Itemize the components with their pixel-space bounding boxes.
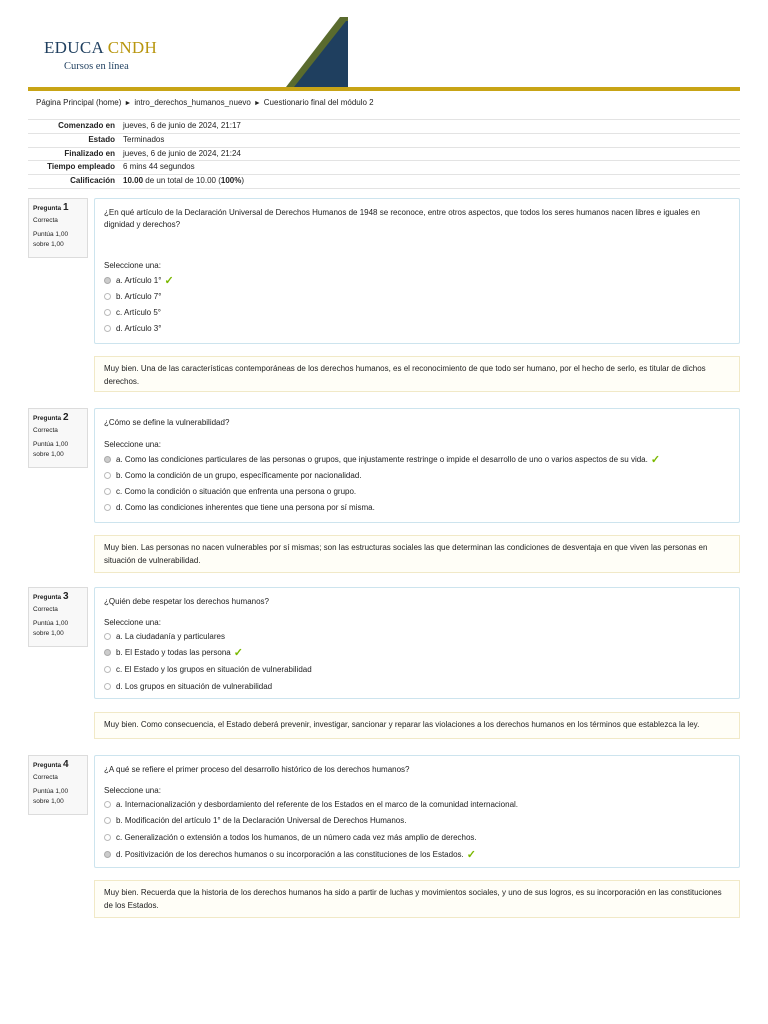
radio-icon[interactable] bbox=[104, 309, 111, 316]
radio-icon[interactable] bbox=[104, 472, 111, 479]
select-prompt: Seleccione una: bbox=[104, 618, 161, 627]
question-number bbox=[33, 591, 83, 602]
summary-label: Estado bbox=[88, 134, 115, 144]
question-label: Pregunta bbox=[33, 415, 62, 422]
question-status: Correcta bbox=[33, 606, 58, 613]
feedback-text: Muy bien. Las personas no nacen vulnerables por sí mismas; son las estructuras sociales las que determinan las condiciones de desventaja en que viven las personas en situación de vulnerabilidad. bbox=[104, 543, 708, 565]
question-status: Correcta bbox=[33, 774, 58, 781]
breadcrumb-quiz[interactable]: Cuestionario final del módulo 2 bbox=[263, 98, 374, 107]
option-label: a. Internacionalización y desbordamiento del referente de los Estados en el marco de la comunidad internacional. bbox=[116, 799, 519, 809]
answer-option[interactable] bbox=[104, 501, 375, 513]
summary-label: Finalizado en bbox=[64, 148, 115, 158]
answer-option[interactable] bbox=[104, 798, 518, 810]
grade-score: 10.00 bbox=[123, 176, 144, 186]
question-text: ¿En qué artículo de la Declaración Universal de Derechos Humanos de 1948 se reconoce, entre otros aspectos, que todos los seres humanos nacen libres e iguales en dignidad y derechos? bbox=[104, 208, 700, 229]
question-text: ¿A qué se refiere el primer proceso del desarrollo histórico de los derechos humanos? bbox=[104, 765, 410, 774]
brand-tagline: Cursos en línea bbox=[64, 61, 129, 72]
grade-percent: 100% bbox=[220, 176, 242, 186]
summary-value: jueves, 6 de junio de 2024, 21:17 bbox=[123, 121, 241, 130]
brand-cndh: CNDH bbox=[107, 38, 158, 57]
question-label: Pregunta bbox=[33, 762, 62, 769]
grade-close: ) bbox=[241, 176, 245, 186]
checkmark-icon: ✓ bbox=[233, 646, 243, 659]
answer-option[interactable] bbox=[104, 831, 477, 843]
breadcrumb-separator-icon: ► bbox=[124, 100, 132, 107]
option-label: b. Como la condición de un grupo, específicamente por nacionalidad. bbox=[116, 470, 362, 480]
radio-selected-icon[interactable] bbox=[104, 456, 111, 463]
question-status: Correcta bbox=[33, 217, 58, 224]
radio-selected-icon[interactable] bbox=[104, 277, 111, 284]
question-info bbox=[28, 198, 88, 258]
question-text: ¿Cómo se define la vulnerabilidad? bbox=[104, 418, 230, 427]
answer-option[interactable] bbox=[104, 290, 161, 302]
breadcrumb-home[interactable]: Página Principal (home) bbox=[36, 98, 122, 107]
option-label: b. Artículo 7° bbox=[116, 291, 162, 301]
answer-option[interactable] bbox=[104, 274, 174, 286]
breadcrumb-separator-icon: ► bbox=[253, 100, 261, 107]
option-label: c. Artículo 5° bbox=[116, 307, 161, 317]
summary-row-grade bbox=[28, 174, 740, 189]
answer-option[interactable] bbox=[104, 469, 362, 481]
summary-value: Terminados bbox=[123, 134, 165, 144]
answer-option[interactable] bbox=[104, 848, 476, 860]
summary-row-time bbox=[28, 160, 740, 174]
grade-total: de un total de 10.00 ( bbox=[143, 176, 221, 186]
answer-option[interactable] bbox=[104, 680, 272, 692]
header-decoration bbox=[280, 15, 350, 89]
question-feedback bbox=[94, 535, 740, 573]
attempt-summary bbox=[28, 119, 740, 189]
question-number-value: 2 bbox=[62, 412, 69, 423]
answer-option[interactable] bbox=[104, 646, 243, 658]
radio-icon[interactable] bbox=[104, 293, 111, 300]
radio-icon[interactable] bbox=[104, 488, 111, 495]
answer-option[interactable] bbox=[104, 663, 312, 675]
checkmark-icon: ✓ bbox=[650, 453, 661, 466]
question-status: Correcta bbox=[33, 427, 58, 434]
radio-selected-icon[interactable] bbox=[104, 851, 111, 858]
checkmark-icon: ✓ bbox=[466, 848, 476, 861]
feedback-text: Muy bien. Como consecuencia, el Estado deberá prevenir, investigar, sancionar y reparar las violaciones a los derechos humanos en los términos que establezca la ley. bbox=[104, 720, 700, 729]
answer-option[interactable] bbox=[104, 453, 660, 465]
answer-option[interactable] bbox=[104, 322, 161, 334]
question-number-value: 3 bbox=[62, 591, 69, 602]
feedback-text: Muy bien. Una de las características contemporáneas de los derechos humanos, es el reconocimiento de que todo ser humano, por el hecho de serlo, es titular de dichos derechos. bbox=[104, 364, 706, 386]
radio-icon[interactable] bbox=[104, 834, 111, 841]
question-feedback bbox=[94, 880, 740, 918]
checkmark-icon: ✓ bbox=[164, 274, 174, 287]
answer-option[interactable] bbox=[104, 306, 161, 318]
summary-row-state bbox=[28, 133, 740, 147]
question-feedback bbox=[94, 356, 740, 392]
option-label: d. Artículo 3° bbox=[116, 323, 162, 333]
option-label: b. Modificación del artículo 1° de la Declaración Universal de Derechos Humanos. bbox=[116, 815, 407, 825]
question-points: Puntúa 1,00 sobre 1,00 bbox=[33, 620, 69, 637]
select-prompt: Seleccione una: bbox=[104, 261, 161, 270]
option-label: a. Artículo 1° bbox=[116, 275, 162, 285]
question-text: ¿Quién debe respetar los derechos humanos? bbox=[104, 597, 269, 606]
question-content bbox=[94, 755, 740, 868]
summary-value: jueves, 6 de junio de 2024, 21:24 bbox=[123, 148, 241, 158]
radio-icon[interactable] bbox=[104, 683, 111, 690]
question-number bbox=[33, 412, 83, 423]
summary-row-started bbox=[28, 119, 740, 133]
question-content bbox=[94, 198, 740, 344]
question-info bbox=[28, 408, 88, 468]
answer-option[interactable] bbox=[104, 485, 356, 497]
header-gold-rule bbox=[28, 87, 740, 91]
feedback-text: Muy bien. Recuerda que la historia de los derechos humanos ha sido a partir de luchas y movimientos sociales, y uno de sus logros, es su incorporación en las constituciones de los Estados. bbox=[104, 888, 722, 910]
question-label: Pregunta bbox=[33, 205, 62, 212]
brand-educa: EDUCA bbox=[44, 38, 104, 57]
question-points: Puntúa 1,00 sobre 1,00 bbox=[33, 441, 69, 458]
question-points: Puntúa 1,00 sobre 1,00 bbox=[33, 231, 69, 248]
question-number-value: 4 bbox=[62, 759, 69, 770]
radio-icon[interactable] bbox=[104, 801, 111, 808]
summary-value: 6 mins 44 segundos bbox=[123, 162, 195, 172]
question-points: Puntúa 1,00 sobre 1,00 bbox=[33, 788, 69, 805]
question-info bbox=[28, 587, 88, 647]
select-prompt: Seleccione una: bbox=[104, 786, 161, 795]
answer-option[interactable] bbox=[104, 814, 406, 826]
breadcrumb-course[interactable]: intro_derechos_humanos_nuevo bbox=[134, 98, 251, 107]
summary-label: Tiempo empleado bbox=[47, 162, 115, 172]
option-label: c. Como la condición o situación que enfrenta una persona o grupo. bbox=[116, 486, 357, 496]
breadcrumb bbox=[36, 98, 374, 107]
summary-row-finished bbox=[28, 147, 740, 161]
select-prompt: Seleccione una: bbox=[104, 440, 161, 449]
summary-label: Comenzado en bbox=[58, 121, 115, 130]
radio-icon[interactable] bbox=[104, 666, 111, 673]
answer-option[interactable] bbox=[104, 630, 225, 642]
radio-selected-icon[interactable] bbox=[104, 649, 111, 656]
radio-icon[interactable] bbox=[104, 633, 111, 640]
question-number-value: 1 bbox=[62, 202, 69, 213]
question-number bbox=[33, 759, 83, 770]
option-label: a. Como las condiciones particulares de las personas o grupos, que injustamente restringe o impide el desarrollo de uno o varios aspectos de su vida. bbox=[116, 454, 648, 464]
site-header bbox=[0, 0, 768, 92]
summary-label: Calificación bbox=[70, 176, 115, 186]
option-label: d. Los grupos en situación de vulnerabilidad bbox=[116, 681, 273, 691]
summary-grade-value bbox=[123, 175, 244, 188]
question-label: Pregunta bbox=[33, 594, 62, 601]
question-feedback bbox=[94, 712, 740, 739]
option-label: a. La ciudadanía y particulares bbox=[116, 631, 225, 641]
brand-logo[interactable] bbox=[44, 38, 157, 58]
option-label: c. El Estado y los grupos en situación de vulnerabilidad bbox=[116, 664, 312, 674]
radio-icon[interactable] bbox=[104, 817, 111, 824]
option-label: b. El Estado y todas las persona bbox=[116, 647, 231, 657]
radio-icon[interactable] bbox=[104, 504, 111, 511]
question-info bbox=[28, 755, 88, 815]
option-label: d. Positivización de los derechos humanos o su incorporación a las constituciones de los Estados. bbox=[116, 849, 464, 859]
option-label: c. Generalización o extensión a todos los humanos, de un número cada vez más amplio de derechos. bbox=[116, 832, 477, 842]
question-content bbox=[94, 408, 740, 523]
question-content bbox=[94, 587, 740, 699]
question-number bbox=[33, 202, 83, 213]
option-label: d. Como las condiciones inherentes que tiene una persona por sí misma. bbox=[116, 502, 375, 512]
radio-icon[interactable] bbox=[104, 325, 111, 332]
